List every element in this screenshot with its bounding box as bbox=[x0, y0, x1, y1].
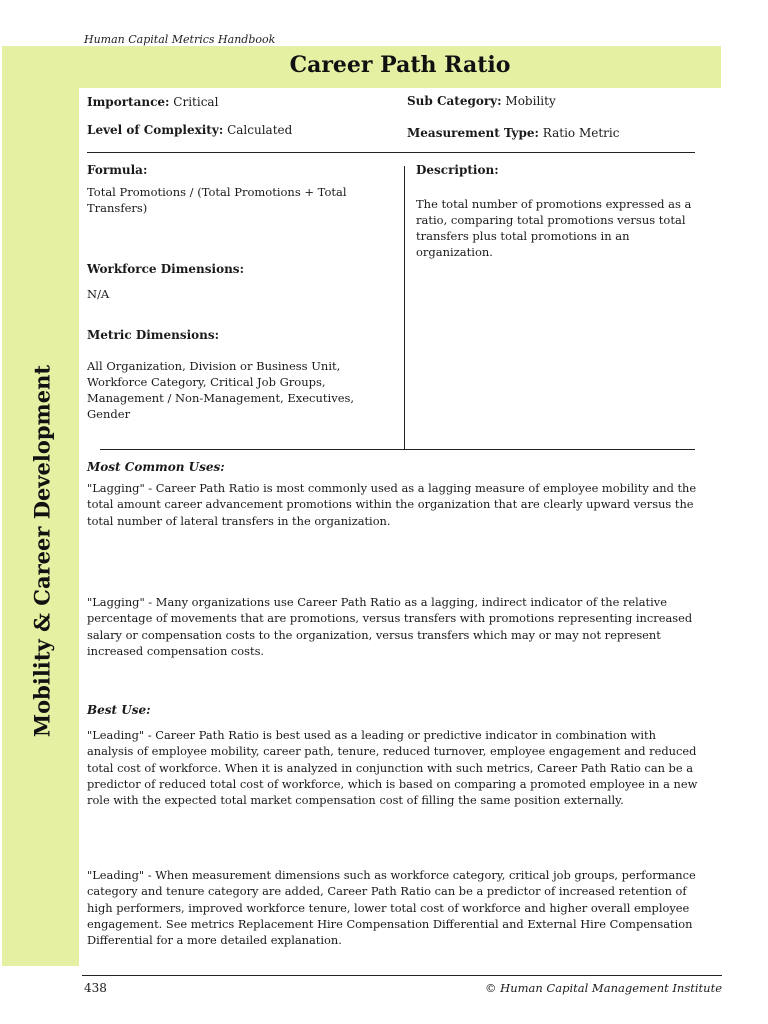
paragraph-line: role with the expected total market compensation cost of filling the same position externally. bbox=[87, 793, 624, 808]
description-line: transfers plus total promotions in an bbox=[416, 229, 630, 243]
metric-line: Gender bbox=[87, 407, 131, 421]
formula-text bbox=[87, 184, 387, 216]
description-text bbox=[416, 196, 706, 260]
footer-rule bbox=[82, 975, 722, 976]
page-number: 438 bbox=[84, 981, 107, 995]
paragraph-line: "Lagging" - Many organizations use Career Path Ratio as a lagging, indirect indicator of the relative bbox=[87, 595, 667, 609]
paragraph-line: percentage of movements that are promotions, versus transfers with promotions representing increased bbox=[87, 611, 693, 626]
paragraph-line: salary or compensation costs to the organization, versus transfers which may or may not represent bbox=[87, 627, 661, 642]
handbook-title: Human Capital Metrics Handbook bbox=[84, 33, 276, 46]
paragraph-line: predictor of reduced total cost of workforce, which is based on comparing a promoted employee in a new bbox=[87, 776, 698, 791]
measurement-value: Ratio Metric bbox=[542, 126, 620, 140]
measurement-label: Measurement Type: bbox=[407, 126, 539, 140]
workforce-dimensions-label: Workforce Dimensions: bbox=[87, 262, 244, 276]
best-use-paragraph-2 bbox=[87, 867, 712, 948]
formula-line: Transfers) bbox=[87, 201, 148, 215]
subcategory-field bbox=[407, 94, 556, 109]
paragraph-line: increased compensation costs. bbox=[87, 643, 265, 658]
metric-line: All Organization, Division or Business Unit, bbox=[87, 359, 341, 373]
complexity-field bbox=[87, 123, 292, 138]
description-line: organization. bbox=[416, 245, 493, 259]
most-common-uses-label: Most Common Uses: bbox=[87, 460, 225, 474]
section-sidebar bbox=[2, 46, 79, 966]
paragraph-line: "Leading" - When measurement dimensions such as workforce category, critical job groups, performance bbox=[87, 868, 696, 882]
metric-dimensions-label: Metric Dimensions: bbox=[87, 328, 220, 342]
paragraph-line: total amount career advancement promotions within the organization that are clearly upward versus the bbox=[87, 497, 694, 512]
paragraph-line: total number of lateral transfers in the organization. bbox=[87, 513, 391, 528]
most-common-uses-paragraph-1 bbox=[87, 480, 712, 529]
paragraph-line: Differential for a more detailed explanation. bbox=[87, 933, 342, 948]
importance-field bbox=[87, 95, 218, 110]
subcategory-value: Mobility bbox=[505, 94, 556, 108]
workforce-dimensions-value: N/A bbox=[87, 287, 110, 301]
metric-line: Management / Non-Management, Executives, bbox=[87, 391, 355, 405]
best-use-paragraph-1 bbox=[87, 727, 712, 808]
grid-divider bbox=[100, 449, 695, 450]
importance-label: Importance: bbox=[87, 95, 170, 109]
meta-divider bbox=[87, 152, 695, 153]
description-line: ratio, comparing total promotions versus total bbox=[416, 213, 686, 227]
column-divider bbox=[404, 166, 405, 449]
subcategory-label: Sub Category: bbox=[407, 94, 502, 108]
title-band bbox=[79, 46, 721, 88]
page-title: Career Path Ratio bbox=[289, 52, 511, 78]
metric-line: Workforce Category, Critical Job Groups, bbox=[87, 375, 326, 389]
measurement-field bbox=[407, 126, 619, 141]
best-use-label: Best Use: bbox=[87, 703, 151, 717]
paragraph-line: engagement. See metrics Replacement Hire Compensation Differential and External Hire Compensation bbox=[87, 916, 693, 931]
importance-value: Critical bbox=[173, 95, 219, 109]
metric-dimensions-text bbox=[87, 358, 397, 422]
section-name: Mobility & Career Development bbox=[29, 364, 55, 738]
most-common-uses-paragraph-2 bbox=[87, 594, 712, 659]
formula-label: Formula: bbox=[87, 163, 148, 177]
paragraph-line: analysis of employee mobility, career path, tenure, reduced turnover, employee engagement and reduced bbox=[87, 744, 697, 759]
paragraph-line: "Leading" - Career Path Ratio is best used as a leading or predictive indicator in combination with bbox=[87, 728, 656, 742]
paragraph-line: high performers, improved workforce tenure, lower total cost of workforce and higher overall employee bbox=[87, 900, 690, 915]
paragraph-line: category and tenure category are added, Career Path Ratio can be a predictor of increased retention of bbox=[87, 884, 687, 899]
copyright: © Human Capital Management Institute bbox=[485, 981, 722, 995]
description-label: Description: bbox=[416, 163, 499, 177]
complexity-label: Level of Complexity: bbox=[87, 123, 224, 137]
paragraph-line: total cost of workforce. When it is analyzed in conjunction with such metrics, Career Path Ratio can be a bbox=[87, 760, 694, 775]
description-line: The total number of promotions expressed as a bbox=[416, 197, 692, 211]
complexity-value: Calculated bbox=[227, 123, 293, 137]
formula-line: Total Promotions / (Total Promotions + Total bbox=[87, 185, 347, 199]
paragraph-line: "Lagging" - Career Path Ratio is most commonly used as a lagging measure of employee mobility and the bbox=[87, 481, 697, 495]
